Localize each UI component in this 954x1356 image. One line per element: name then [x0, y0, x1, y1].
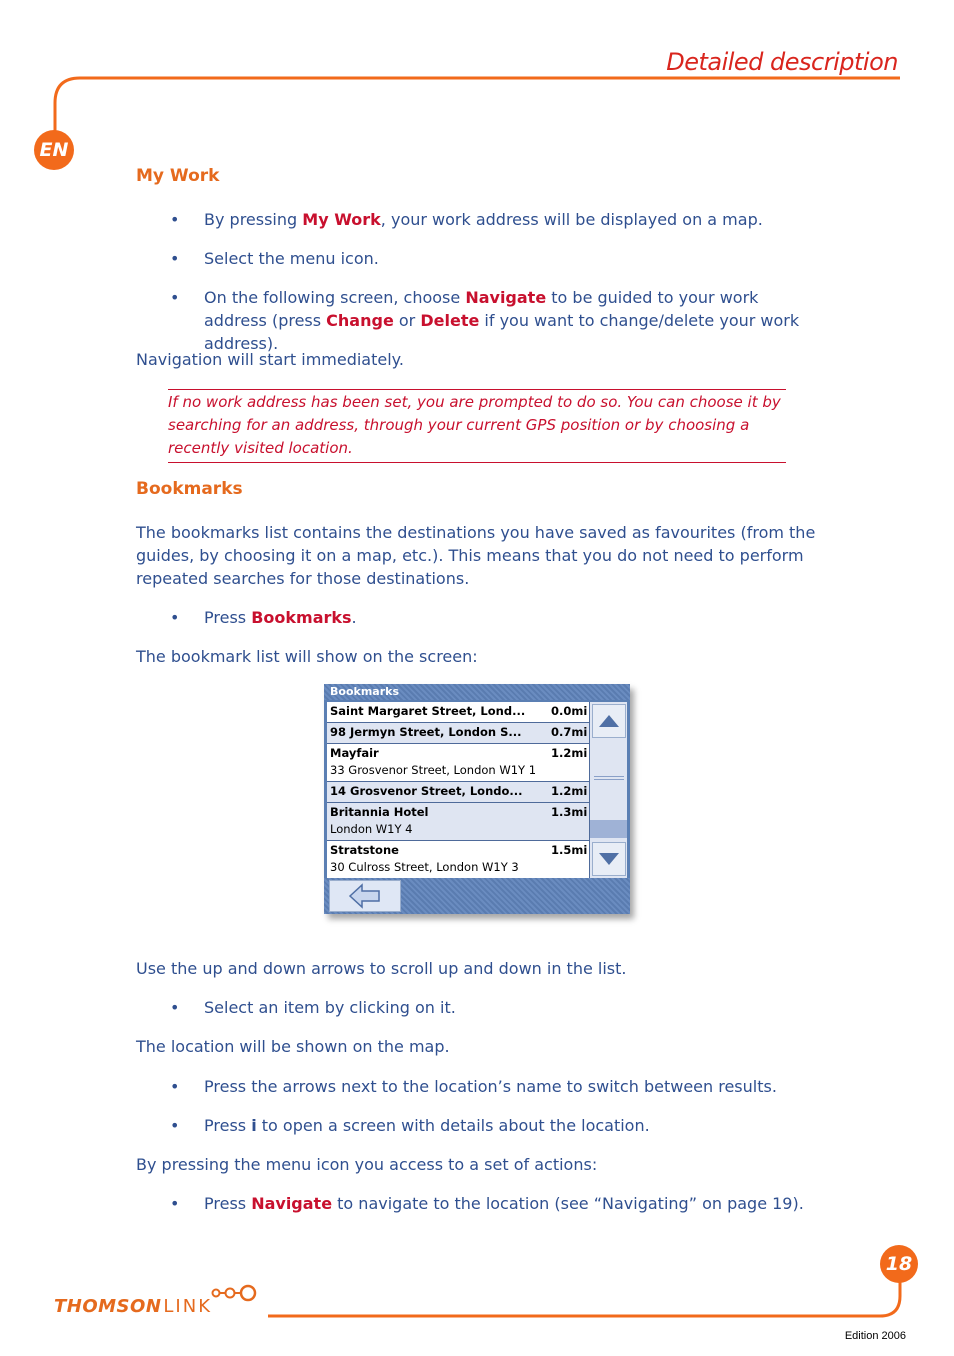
bullet-press-i: • Press i to open a screen with details about the location. [170, 1116, 650, 1135]
list-item[interactable]: Stratstone 1.5mi 30 Culross Street, London W1Y 3 [327, 841, 589, 878]
bullet-press-bookmarks: • Press Bookmarks. [170, 608, 357, 627]
bullet-dot: • [170, 210, 180, 229]
bullet-select-item: • Select an item by clicking on it. [170, 998, 456, 1017]
bullet-dot: • [170, 1194, 180, 1213]
scroll-down-button[interactable] [592, 842, 626, 876]
bullet-dot: • [170, 249, 180, 268]
paragraph-location-map: The location will be shown on the map. [136, 1037, 450, 1056]
header-title: Detailed description [666, 48, 898, 76]
back-button[interactable] [329, 880, 401, 912]
link-logo-rings-icon [210, 1283, 262, 1305]
bookmark-list [327, 702, 589, 878]
bullet-press-navigate: • Press Navigate to navigate to the location (see “Navigating” on page 19). [170, 1194, 804, 1213]
paragraph-bookmarks-intro: The bookmarks list contains the destinations you have saved as favourites (from the guides, by choosing it on a map, etc.). This means that you do not need to perform repeated searches for those destinations. [136, 523, 816, 588]
scroll-grip-line [594, 776, 624, 777]
scrollbar[interactable] [589, 702, 627, 878]
keyword-my-work: My Work [302, 210, 381, 229]
triangle-down-icon [598, 852, 620, 866]
triangle-up-icon [598, 714, 620, 728]
list-item[interactable]: Mayfair 1.2mi 33 Grosvenor Street, London W1Y 1 [327, 744, 589, 782]
list-item[interactable]: Saint Margaret Street, Lond... 0.0mi [327, 702, 589, 723]
thomson-link-logo: THOMSON LINK [54, 1296, 212, 1317]
device-title-bar: Bookmarks [324, 684, 630, 700]
language-badge: EN [34, 130, 74, 170]
bullet-dot: • [170, 1116, 180, 1135]
paragraph-scroll: Use the up and down arrows to scroll up and down in the list. [136, 959, 627, 978]
page-number: 18 [880, 1245, 918, 1283]
keyword-navigate: Navigate [465, 288, 547, 307]
keyword-delete: Delete [420, 311, 480, 330]
edition-label: Edition 2006 [844, 1330, 906, 1342]
back-arrow-icon [348, 883, 382, 909]
device-screenshot-bookmarks [324, 684, 630, 914]
keyword-navigate: Navigate [251, 1194, 333, 1213]
bullet-dot: • [170, 288, 180, 307]
note-no-work-address: If no work address has been set, you are prompted to do so. You can choose it by searching for an address, through your current GPS position or by choosing a recently visited location. [168, 389, 786, 463]
bullet-dot: • [170, 608, 180, 627]
paragraph-list-show: The bookmark list will show on the screen: [136, 647, 478, 666]
list-item[interactable]: 98 Jermyn Street, London S... 0.7mi [327, 723, 589, 744]
bullet-select-menu: • Select the menu icon. [170, 249, 379, 268]
section-heading-my-work: My Work [136, 166, 220, 186]
list-item[interactable]: Britannia Hotel 1.3mi London W1Y 4 [327, 803, 589, 841]
scroll-grip-line [594, 779, 624, 780]
keyword-bookmarks: Bookmarks [251, 608, 352, 627]
keyword-i: i [251, 1116, 257, 1135]
bullet-my-work-press: • By pressing My Work, your work address will be displayed on a map. [170, 210, 763, 229]
scroll-up-button[interactable] [592, 704, 626, 738]
list-item[interactable]: 14 Grosvenor Street, Londo... 1.2mi [327, 782, 589, 803]
bullet-dot: • [170, 998, 180, 1017]
section-heading-bookmarks: Bookmarks [136, 479, 243, 499]
bullet-dot: • [170, 1077, 180, 1096]
device-bottom-bar [324, 878, 630, 914]
paragraph-navigation-start: Navigation will start immediately. [136, 350, 404, 369]
paragraph-menu-actions: By pressing the menu icon you access to a set of actions: [136, 1155, 598, 1174]
keyword-change: Change [326, 311, 394, 330]
bullet-navigate-choice: • On the following screen, choose Navigate to be guided to your work address (press Change or Delete if you want to change/delete your work address). [170, 288, 800, 353]
scroll-thumb[interactable] [590, 820, 627, 838]
bullet-switch-results: • Press the arrows next to the location’s name to switch between results. [170, 1077, 777, 1096]
